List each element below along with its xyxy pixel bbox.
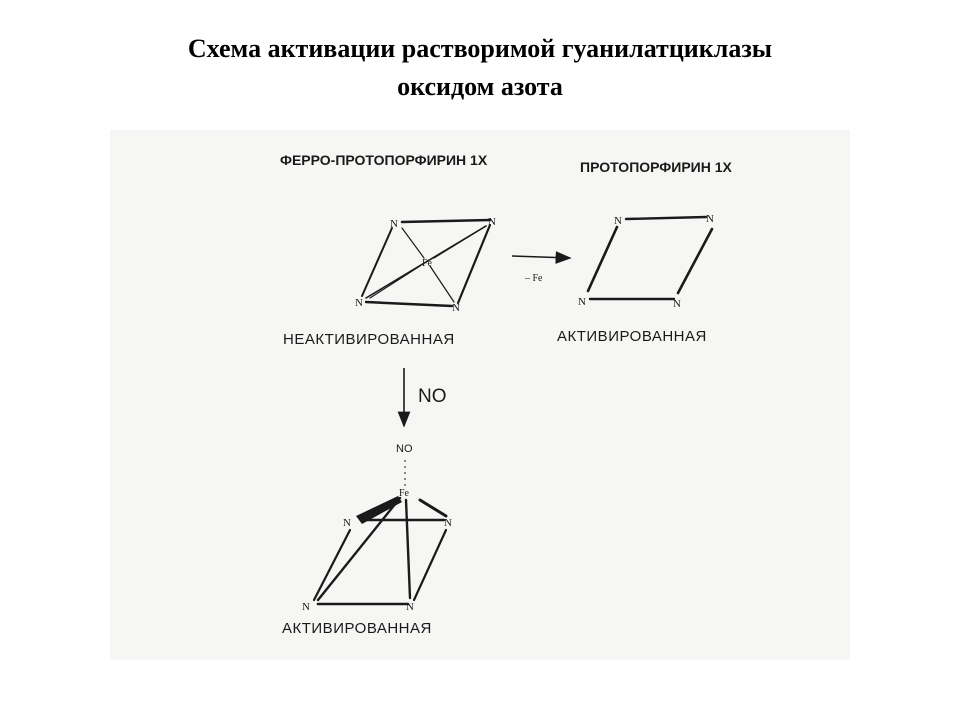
- pp-atom-n-bottom-right: N: [673, 298, 681, 310]
- inactive-state-label: НЕАКТИВИРОВАННАЯ: [283, 331, 455, 348]
- no-ligand-label: NO: [396, 443, 413, 455]
- no-heme-complex-structure: [302, 488, 452, 613]
- bond-fe-n3: [370, 266, 420, 298]
- c-bond-right: [414, 530, 446, 600]
- activated-protoporphyrin-structure: [578, 213, 714, 310]
- bond-fe-n4: [430, 266, 454, 302]
- remove-fe-arrow: [512, 256, 570, 258]
- bond-bottom: [366, 302, 452, 306]
- bond-top: [402, 220, 490, 222]
- c-atom-n-top-right: N: [444, 517, 452, 529]
- c-atom-n-bottom-right: N: [406, 601, 414, 613]
- title-line-1: Схема активации растворимой гуанилатциклазы: [187, 34, 773, 63]
- c-bond-fe-br: [406, 500, 410, 598]
- pp-bond-top: [626, 217, 706, 219]
- active-state-label-bottom: АКТИВИРОВАННАЯ: [282, 620, 432, 637]
- atom-n-bottom-right: N: [452, 302, 460, 314]
- pp-atom-n-top-left: N: [614, 215, 622, 227]
- bond-fe-n1: [402, 228, 424, 258]
- c-bond-fe-tr: [420, 500, 446, 516]
- atom-n-top-left: N: [390, 218, 398, 230]
- minus-fe-label: – Fe: [525, 273, 543, 284]
- no-arrow-label: NO: [418, 386, 447, 407]
- bond-right: [458, 225, 490, 303]
- c-atom-fe: Fe: [399, 488, 409, 499]
- pp-bond-left: [588, 227, 617, 291]
- pp-atom-n-top-right: N: [706, 213, 714, 225]
- c-atom-n-bottom-left: N: [302, 601, 310, 613]
- protoporphyrin-heading: ПРОТОПОРФИРИН 1Х: [580, 159, 732, 175]
- inactive-heme-structure: [355, 216, 496, 314]
- atom-fe-center: Fe: [422, 258, 432, 269]
- active-state-label-right: АКТИВИРОВАННАЯ: [557, 328, 707, 345]
- atom-n-top-right: N: [488, 216, 496, 228]
- ferro-protoporphyrin-heading: ФЕРРО-ПРОТОПОРФИРИН 1Х: [280, 152, 488, 168]
- pp-atom-n-bottom-left: N: [578, 296, 586, 308]
- title-line-2: оксидом азота: [397, 72, 563, 101]
- c-atom-n-top-left: N: [343, 517, 351, 529]
- atom-n-bottom-left: N: [355, 297, 363, 309]
- pp-bond-right: [678, 229, 712, 293]
- c-bond-fe-bl: [318, 498, 400, 600]
